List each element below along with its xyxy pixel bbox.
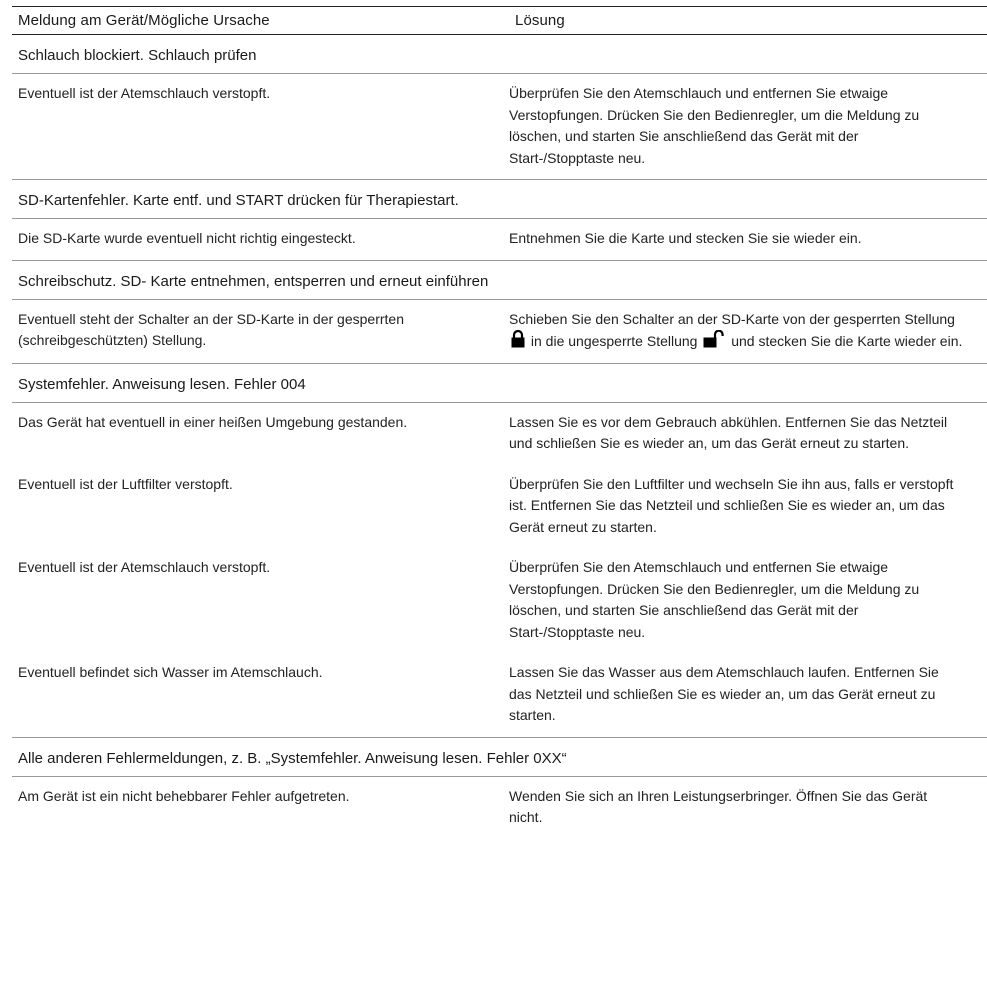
section-title: SD-Kartenfehler. Karte entf. und START drücken für Therapiestart. xyxy=(12,180,987,219)
table-row xyxy=(12,219,987,261)
cause-cell: Eventuell ist der Luftfilter verstopft. xyxy=(18,475,233,492)
cause-cell: Am Gerät ist ein nicht behebbarer Fehler aufgetreten. xyxy=(18,787,350,804)
table-header xyxy=(12,6,987,35)
section-hose-blocked xyxy=(12,35,987,180)
solution-cell: Überprüfen Sie den Atemschlauch und entfernen Sie etwaige Verstopfungen. Drücken Sie den Bedienregler, um die Meldung zu löschen, und starten Sie anschließend das Gerät mit der Start-/Stopptaste neu. xyxy=(509,85,920,166)
cause-cell: Eventuell ist der Atemschlauch verstopft. xyxy=(18,559,271,575)
cause-cell: Das Gerät hat eventuell in einer heißen Umgebung gestanden. xyxy=(18,413,408,430)
solution-cell: Überprüfen Sie den Luftfilter und wechseln Sie ihn aus, falls er verstopft ist. Entfernen Sie das Netzteil und schließen Sie es wieder an, um das Gerät erneut zu starten. xyxy=(509,475,954,535)
table-row xyxy=(12,548,987,653)
section-sd-card-error xyxy=(12,180,987,261)
table-row xyxy=(12,465,987,549)
troubleshooting-table xyxy=(12,6,987,839)
solution-text-part: in die ungesperrte Stellung xyxy=(530,333,698,349)
cause-cell: Eventuell befindet sich Wasser im Atemschlauch. xyxy=(18,664,323,680)
section-title: Alle anderen Fehlermeldungen, z. B. „Systemfehler. Anweisung lesen. Fehler 0XX“ xyxy=(12,738,987,777)
solution-cell: Entnehmen Sie die Karte und stecken Sie sie wieder ein. xyxy=(509,230,862,246)
column-header-cause: Meldung am Gerät/Mögliche Ursache xyxy=(18,12,270,29)
solution-cell xyxy=(503,309,963,353)
table-row xyxy=(12,777,987,839)
solution-text-part: Schieben Sie den Schalter an der SD-Karte von der gesperrten Stellung xyxy=(509,310,955,327)
section-title: Systemfehler. Anweisung lesen. Fehler 004 xyxy=(12,364,987,403)
unlocked-padlock-icon xyxy=(703,330,725,348)
solution-text-part: und stecken Sie die Karte wieder ein. xyxy=(731,333,963,349)
table-row xyxy=(12,653,987,738)
table-row xyxy=(12,74,987,180)
section-title: Schreibschutz. SD- Karte entnehmen, entsperren und erneut einführen xyxy=(12,261,987,300)
solution-cell: Wenden Sie sich an Ihren Leistungserbringer. Öffnen Sie das Gerät nicht. xyxy=(509,787,928,825)
table-row xyxy=(12,300,987,364)
section-other-errors xyxy=(12,738,987,839)
section-title: Schlauch blockiert. Schlauch prüfen xyxy=(12,35,987,74)
cause-cell: Die SD-Karte wurde eventuell nicht richtig eingesteckt. xyxy=(18,230,356,246)
column-header-solution: Lösung xyxy=(515,12,565,29)
locked-padlock-icon xyxy=(511,330,525,348)
solution-cell: Lassen Sie es vor dem Gebrauch abkühlen. Entfernen Sie das Netzteil und schließen Sie es wieder an, um das Gerät erneut zu starten. xyxy=(509,413,948,451)
section-system-error-004 xyxy=(12,364,987,738)
cause-cell: Eventuell steht der Schalter an der SD-Karte in der gesperrten (schreibgeschützten) Stellung. xyxy=(18,310,404,348)
section-write-protection xyxy=(12,261,987,364)
cause-cell: Eventuell ist der Atemschlauch verstopft. xyxy=(18,85,271,101)
solution-cell: Lassen Sie das Wasser aus dem Atemschlauch laufen. Entfernen Sie das Netzteil und schließen Sie es wieder an, um das Gerät erneut zu starten. xyxy=(509,664,939,723)
solution-cell: Überprüfen Sie den Atemschlauch und entfernen Sie etwaige Verstopfungen. Drücken Sie den Bedienregler, um die Meldung zu löschen, und starten Sie anschließend das Gerät mit der Start-/Stopptaste neu. xyxy=(509,559,920,640)
table-row xyxy=(12,403,987,465)
